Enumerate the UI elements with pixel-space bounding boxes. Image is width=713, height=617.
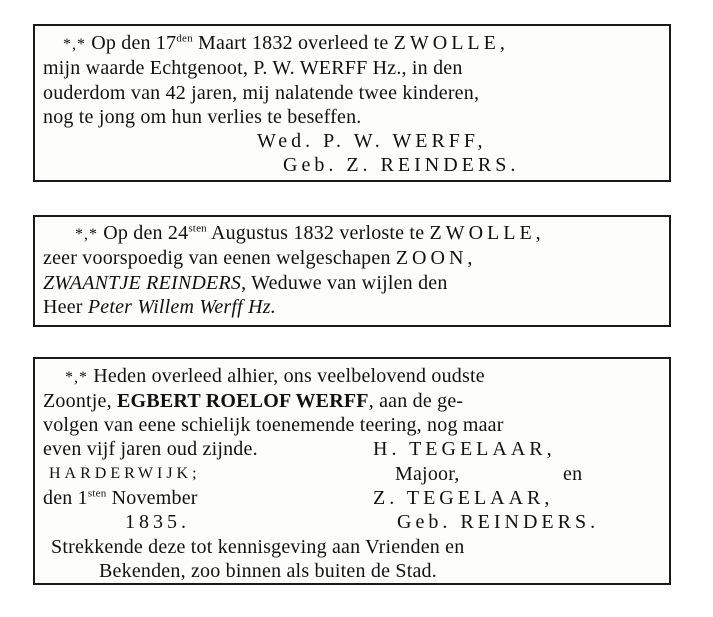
- person-name: Peter Willem Werff Hz.: [87, 296, 276, 318]
- notice-3-year: 1835.: [125, 511, 190, 533]
- person-name: EGBERT ROELOF WERFF: [117, 390, 369, 412]
- notice-1-line-4: nog te jong om hun verlies te beseffen.: [43, 106, 362, 128]
- notice-1-line-2: mijn waarde Echtgenoot, P. W. WERFF Hz., in den: [43, 57, 463, 79]
- notice-3-line-2: Zoontje, EGBERT ROELOF WERFF, aan de ge-: [43, 390, 464, 412]
- asterism-icon: *,*: [75, 226, 98, 243]
- notice-3-line-1: *,* Heden overleed alhier, ons veelbelovend oudste: [65, 365, 485, 387]
- notice-3-place: HARDERWIJK;: [49, 465, 201, 482]
- notice-3-line-9: Bekenden, zoo binnen als buiten de Stad.: [99, 560, 437, 582]
- notice-clipping-1: [33, 24, 671, 182]
- notice-2-line-2: zeer voorspoedig van eenen welgeschapen ZOON,: [43, 247, 477, 269]
- notice-2-line-4: Heer Peter Willem Werff Hz.: [43, 296, 276, 318]
- notice-3-line-4a: even vijf jaren oud zijnde.: [43, 438, 258, 460]
- notice-1-signature-2: Geb. Z. REINDERS.: [283, 154, 520, 176]
- notice-3-line-8: Strekkende deze tot kennisgeving aan Vrienden en: [51, 536, 465, 558]
- notice-clipping-3: [33, 357, 671, 585]
- asterism-icon: *,*: [63, 36, 86, 53]
- notice-3-date-line: den $1^{sten}$ November: [43, 487, 198, 509]
- notice-2-line-1: *,* Op den $24^{sten}$ Augustus 1832 verloste te ZWOLLE,: [75, 222, 545, 244]
- notice-3-conjunction: en: [563, 463, 583, 485]
- notice-3-signature-3: Geb. REINDERS.: [397, 511, 600, 533]
- notice-3-signature-1: H. TEGELAAR,: [373, 438, 556, 460]
- notice-2-line-3: ZWAANTJE REINDERS, Weduwe van wijlen den: [43, 272, 448, 294]
- notice-3-line-3: volgen van eene schielijk toenemende teering, nog maar: [43, 414, 504, 436]
- notice-3-signature-2: Z. TEGELAAR,: [373, 487, 554, 509]
- notice-3-rank: Majoor,: [395, 463, 460, 485]
- notice-1-line-1: *,* Op den $17^{den}$ Maart 1832 overleed te ZWOLLE,: [63, 32, 509, 54]
- place-name: ZWOLLE,: [429, 222, 545, 244]
- person-name: ZWAANTJE REINDERS: [43, 272, 242, 294]
- notice-clipping-2: [33, 215, 671, 327]
- asterism-icon: *,*: [65, 369, 88, 386]
- notice-1-signature-1: Wed. P. W. WERFF,: [257, 130, 487, 152]
- place-name: ZWOLLE,: [393, 32, 509, 54]
- notice-1-line-3: ouderdom van 42 jaren, mij nalatende twee kinderen,: [43, 82, 480, 104]
